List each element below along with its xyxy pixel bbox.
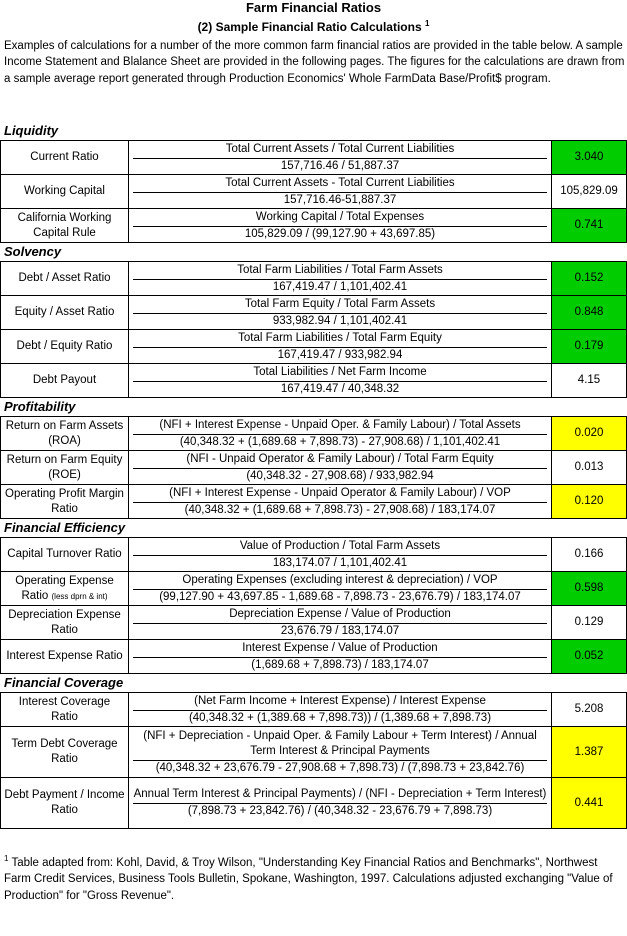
intro-paragraph: Examples of calculations for a number of the more common farm financial ratios are provided in the table below. A sample Income Statement and Blalance Sheet are provided in the following pages. The figures for the calculations are drawn from a sample average report generated through Production Economics' Whole FarmData Base/Profit$ program.	[4, 40, 625, 85]
row-debt-payout	[0, 363, 627, 398]
ratio-formula: Interest Expense / Value of Production	[242, 641, 438, 654]
ratio-name: Debt / Asset Ratio	[0, 261, 129, 296]
ratio-formula: Working Capital / Total Expenses	[255, 210, 425, 223]
ratio-formula: (NFI + Interest Expense - Unpaid Operator & Family Labour) / VOP	[169, 486, 511, 499]
ratio-name-cell	[0, 571, 129, 606]
ratio-formula-cell	[128, 571, 552, 606]
ratio-formula-cell	[128, 605, 552, 640]
ratio-name: Operating Profit Margin Ratio	[0, 484, 129, 519]
ratio-formula: Total Liabilities / Net Farm Income	[253, 365, 427, 378]
ratio-calculation: (7,898.73 + 23,842.76) / (40,348.32 - 23,676.79 + 7,898.73)	[133, 803, 547, 819]
ratio-calculation: (40,348.32 + 23,676.79 - 27,908.68 + 7,898.73) / (7,898.73 + 23,842.76)	[133, 760, 547, 776]
ratio-calculation: 183,174.07 / 1,101,402.41	[133, 555, 547, 571]
ratio-value: 0.179	[551, 329, 627, 364]
ratio-name-note: (less dprn & int)	[51, 591, 108, 601]
ratio-name: Debt / Equity Ratio	[0, 329, 129, 364]
ratio-formula-cell	[128, 208, 552, 243]
ratio-name: Debt Payout	[0, 363, 129, 398]
row-operating-expense	[0, 571, 627, 606]
ratio-calculation: (1,689.68 + 7,898.73) / 183,174.07	[133, 657, 547, 673]
ratio-calculation: 167,419.47 / 933,982.94	[133, 347, 547, 363]
section-financial-efficiency: Financial Efficiency	[4, 520, 126, 535]
ratio-formula: (Net Farm Income + Interest Expense) / Interest Expense	[194, 694, 486, 707]
ratio-formula-cell	[128, 692, 552, 727]
ratio-value: 0.129	[551, 605, 627, 640]
ratio-formula: (NFI + Depreciation - Unpaid Oper. & Family Labour + Term Interest) / Annual Term Interest & Principal Payments	[143, 729, 537, 757]
ratio-calculation: 167,419.47 / 40,348.32	[133, 381, 547, 397]
ratio-formula-cell	[128, 450, 552, 485]
ratio-name: Term Debt Coverage Ratio	[0, 726, 129, 778]
ratio-name: Interest Expense Ratio	[0, 639, 129, 674]
ratio-formula: (NFI + Interest Expense - Unpaid Oper. & Family Labour) / Total Assets	[159, 418, 521, 431]
ratio-value: 3.040	[551, 140, 627, 175]
ratio-calculation: (40,348.32 + (1,689.68 + 7,898.73) - 27,908.68) / 183,174.07	[133, 502, 547, 518]
ratio-name: Debt Payment / Income Ratio	[0, 777, 129, 829]
ratio-value: 4.15	[551, 363, 627, 398]
ratio-calculation: 105,829.09 / (99,127.90 + 43,697.85)	[133, 226, 547, 242]
row-equity-asset	[0, 295, 627, 330]
row-depreciation-expense	[0, 605, 627, 640]
ratio-formula: Total Farm Liabilities / Total Farm Equity	[238, 331, 442, 344]
ratio-calculation: (40,348.32 - 27,908.68) / 933,982.94	[133, 468, 547, 484]
ratio-value: 0.598	[551, 571, 627, 606]
ratio-formula-cell	[128, 174, 552, 209]
ratio-calculation: (40,348.32 + (1,689.68 + 7,898.73) - 27,908.68) / 1,101,402.41	[133, 434, 547, 450]
ratio-name: Interest Coverage Ratio	[0, 692, 129, 727]
footnote-marker: 1	[424, 19, 430, 28]
ratio-formula: Total Farm Liabilities / Total Farm Assets	[237, 263, 443, 276]
ratio-value: 0.741	[551, 208, 627, 243]
ratio-calculation: 157,716.46 / 51,887.37	[133, 158, 547, 174]
ratio-value: 105,829.09	[551, 174, 627, 209]
ratio-value: 0.120	[551, 484, 627, 519]
row-debt-payment-income	[0, 777, 627, 829]
ratio-calculation: 157,716.46-51,887.37	[133, 192, 547, 208]
ratio-formula: Operating Expenses (excluding interest & depreciation) / VOP	[182, 573, 498, 586]
subtitle-text: (2) Sample Financial Ratio Calculations	[197, 20, 422, 34]
ratio-formula-cell	[128, 329, 552, 364]
ratio-value: 1.387	[551, 726, 627, 778]
row-operating-profit-margin	[0, 484, 627, 519]
ratio-value: 0.441	[551, 777, 627, 829]
row-roe	[0, 450, 627, 485]
ratio-value: 0.020	[551, 416, 627, 451]
ratio-formula: Value of Production / Total Farm Assets	[239, 539, 441, 552]
footnote-number: 1	[4, 854, 9, 863]
ratio-calculation: (99,127.90 + 43,697.85 - 1,689.68 - 7,898.73 - 23,676.79) / 183,174.07	[133, 589, 547, 605]
section-financial-coverage: Financial Coverage	[4, 675, 124, 690]
row-current-ratio	[0, 140, 627, 175]
row-california-rule	[0, 208, 627, 243]
ratio-formula-cell	[128, 295, 552, 330]
ratio-name: Current Ratio	[0, 140, 129, 175]
ratio-formula-cell	[128, 261, 552, 296]
ratio-value: 0.052	[551, 639, 627, 674]
ratio-formula-cell	[128, 537, 552, 572]
row-capital-turnover	[0, 537, 627, 572]
ratio-formula-cell	[128, 484, 552, 519]
ratio-formula: Total Current Assets - Total Current Liabilities	[225, 176, 455, 189]
ratio-formula-cell	[128, 777, 552, 829]
page-title: Farm Financial Ratios	[245, 0, 382, 15]
ratio-name-text: Operating Expense Ratio	[15, 574, 114, 602]
footnote-text: Table adapted from: Kohl, David, & Troy Wilson, "Understanding Key Financial Ratios and Benchmarks", Northwest Farm Credit Services, Business Tools Bulletin, Spokane, Washington, 1997. Calculations adjusted exchanging "Value of Production" for "Gross Revenue".	[4, 856, 613, 902]
ratio-formula: Total Farm Equity / Total Farm Assets	[244, 297, 436, 310]
ratio-value: 0.013	[551, 450, 627, 485]
section-profitability: Profitability	[4, 399, 76, 414]
ratio-name: California Working Capital Rule	[0, 208, 129, 243]
ratio-name: Depreciation Expense Ratio	[0, 605, 129, 640]
ratio-calculation: (40,348.32 + (1,389.68 + 7,898.73)) / (1,389.68 + 7,898.73)	[133, 710, 547, 726]
ratio-name: Return on Farm Assets (ROA)	[0, 416, 129, 451]
ratio-formula: (NFI - Unpaid Operator & Family Labour) / Total Farm Equity	[186, 452, 494, 465]
ratio-formula-cell	[128, 363, 552, 398]
ratio-formula-cell	[128, 140, 552, 175]
row-debt-asset	[0, 261, 627, 296]
ratio-name	[4, 574, 125, 604]
ratio-formula-cell	[128, 726, 552, 778]
ratio-formula-cell	[128, 416, 552, 451]
section-liquidity: Liquidity	[4, 123, 59, 138]
ratio-value: 0.152	[551, 261, 627, 296]
ratio-formula-cell	[128, 639, 552, 674]
section-solvency: Solvency	[4, 244, 62, 259]
row-debt-equity	[0, 329, 627, 364]
ratio-formula: Depreciation Expense / Value of Production	[229, 607, 451, 620]
ratio-formula: Total Current Assets / Total Current Liabilities	[225, 142, 455, 155]
ratio-name: Equity / Asset Ratio	[0, 295, 129, 330]
ratio-name: Return on Farm Equity (ROE)	[0, 450, 129, 485]
footnote	[4, 851, 624, 904]
ratio-value: 0.848	[551, 295, 627, 330]
row-interest-expense	[0, 639, 627, 674]
row-working-capital	[0, 174, 627, 209]
ratio-name: Working Capital	[0, 174, 129, 209]
ratio-calculation: 933,982.94 / 1,101,402.41	[133, 313, 547, 329]
row-term-debt-coverage	[0, 726, 627, 778]
ratio-value: 0.166	[551, 537, 627, 572]
ratio-value: 5.208	[551, 692, 627, 727]
ratio-calculation: 23,676.79 / 183,174.07	[133, 623, 547, 639]
row-roa	[0, 416, 627, 451]
ratio-formula: Annual Term Interest & Principal Payments) / (NFI - Depreciation + Term Interest)	[133, 788, 547, 800]
ratio-calculation: 167,419.47 / 1,101,402.41	[133, 279, 547, 295]
page-subtitle	[0, 19, 627, 34]
ratio-name: Capital Turnover Ratio	[0, 537, 129, 572]
row-interest-coverage	[0, 692, 627, 727]
